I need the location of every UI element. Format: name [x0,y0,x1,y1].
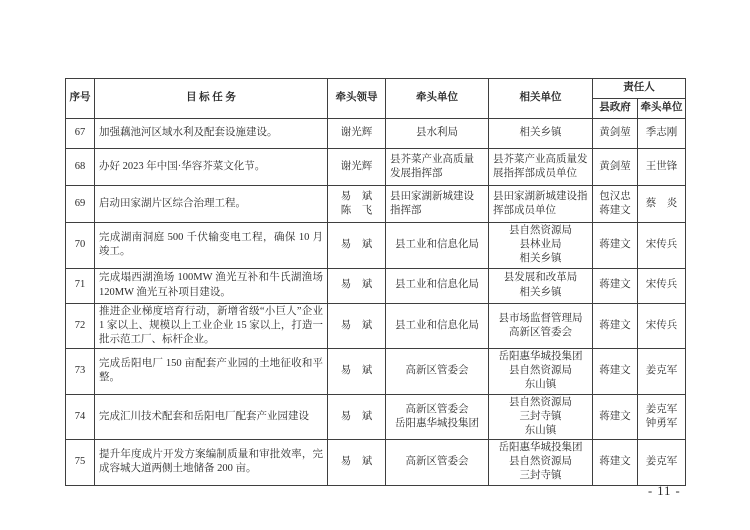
cell-related-unit: 县市场监督管理局 高新区管委会 [489,303,593,349]
header-related-unit: 相关单位 [489,79,593,119]
table-row [66,149,686,186]
cell-leader: 谢光辉 [328,149,386,186]
cell-related-unit: 县自然资源局 三封寺镇 东山镇 [489,394,593,440]
cell-task: 推进企业梯度培育行动，新增省级“小巨人”企业 1 家以上、规模以上工业企业 15 家以上，打造一批示范工厂、标杆企业。 [95,303,328,349]
cell-related-unit: 县自然资源局 县林业局 相关乡镇 [489,223,593,269]
cell-unit-resp: 宋传兵 [638,268,686,303]
cell-seq: 74 [66,394,95,440]
cell-county-gov: 蒋建文 [593,349,638,395]
cell-leader: 易 斌 [328,268,386,303]
cell-county-gov: 蒋建文 [593,394,638,440]
cell-unit-resp: 宋传兵 [638,223,686,269]
cell-task: 完成岳阳电厂 150 亩配套产业园的土地征收和平整。 [95,349,328,395]
cell-leader: 谢光辉 [328,119,386,149]
cell-lead-unit: 县田家湖新城建设指挥部 [386,186,489,223]
header-county-gov: 县政府 [593,99,638,119]
header-leader: 牵头领导 [328,79,386,119]
table-row [66,349,686,395]
table-row [66,223,686,269]
cell-unit-resp: 宋传兵 [638,303,686,349]
cell-related-unit: 县发展和改革局 相关乡镇 [489,268,593,303]
cell-unit-resp: 王世锋 [638,149,686,186]
cell-seq: 72 [66,303,95,349]
header-seq: 序号 [66,79,95,119]
cell-unit-resp: 姜克军 [638,349,686,395]
task-table [65,78,686,486]
cell-task: 完成湖南洞庭 500 千伏输变电工程，确保 10 月竣工。 [95,223,328,269]
cell-lead-unit: 高新区管委会 [386,349,489,395]
header-lead-unit: 牵头单位 [386,79,489,119]
cell-related-unit: 岳阳惠华城投集团 县自然资源局 三封寺镇 [489,440,593,486]
cell-lead-unit: 高新区管委会 [386,440,489,486]
cell-county-gov: 蒋建文 [593,268,638,303]
cell-task: 办好 2023 年中国·华容芥菜文化节。 [95,149,328,186]
table-row [66,268,686,303]
cell-lead-unit: 县工业和信息化局 [386,223,489,269]
cell-leader: 易 斌 [328,349,386,395]
cell-task: 启动田家湖片区综合治理工程。 [95,186,328,223]
cell-lead-unit: 县工业和信息化局 [386,268,489,303]
cell-county-gov: 黄剑堃 [593,119,638,149]
header-resp-lead-unit: 牵头单位 [638,99,686,119]
table-row [66,303,686,349]
cell-seq: 67 [66,119,95,149]
cell-county-gov: 蒋建文 [593,223,638,269]
cell-leader: 易 斌 [328,223,386,269]
cell-leader: 易 斌 [328,303,386,349]
table-row [66,440,686,486]
cell-seq: 75 [66,440,95,486]
table-row [66,394,686,440]
cell-leader: 易 斌 [328,440,386,486]
page-number: - 11 - [648,484,681,498]
cell-seq: 68 [66,149,95,186]
cell-lead-unit: 县芥菜产业高质量发展指挥部 [386,149,489,186]
cell-lead-unit: 高新区管委会 岳阳惠华城投集团 [386,394,489,440]
cell-county-gov: 包汉忠 蒋建文 [593,186,638,223]
table-row [66,186,686,223]
cell-task: 加强藕池河区域水利及配套设施建设。 [95,119,328,149]
cell-lead-unit: 县水利局 [386,119,489,149]
task-table-header [66,79,686,119]
cell-county-gov: 蒋建文 [593,303,638,349]
cell-task: 完成塌西湖渔场 100MW 渔光互补和牛氏湖渔场 120MW 渔光互补项目建设。 [95,268,328,303]
cell-unit-resp: 姜克军 [638,440,686,486]
cell-seq: 73 [66,349,95,395]
cell-leader: 易 斌 陈 飞 [328,186,386,223]
cell-task: 提升年度成片开发方案编制质量和审批效率，完成容城大道两侧土地储备 200 亩。 [95,440,328,486]
cell-unit-resp: 姜克军 钟勇军 [638,394,686,440]
cell-unit-resp: 蔡 炎 [638,186,686,223]
cell-related-unit: 相关乡镇 [489,119,593,149]
table-row [66,119,686,149]
task-table-body [66,119,686,486]
cell-unit-resp: 季志刚 [638,119,686,149]
cell-related-unit: 县芥菜产业高质量发展指挥部成员单位 [489,149,593,186]
cell-leader: 易 斌 [328,394,386,440]
cell-seq: 69 [66,186,95,223]
cell-seq: 71 [66,268,95,303]
cell-lead-unit: 县工业和信息化局 [386,303,489,349]
cell-related-unit: 县田家湖新城建设指挥部成员单位 [489,186,593,223]
cell-related-unit: 岳阳惠华城投集团 县自然资源局 东山镇 [489,349,593,395]
cell-task: 完成汇川技术配套和岳阳电厂配套产业园建设 [95,394,328,440]
header-task: 目 标 任 务 [95,79,328,119]
cell-county-gov: 蒋建文 [593,440,638,486]
header-responsible: 责任人 [593,79,686,99]
cell-seq: 70 [66,223,95,269]
cell-county-gov: 黄剑堃 [593,149,638,186]
